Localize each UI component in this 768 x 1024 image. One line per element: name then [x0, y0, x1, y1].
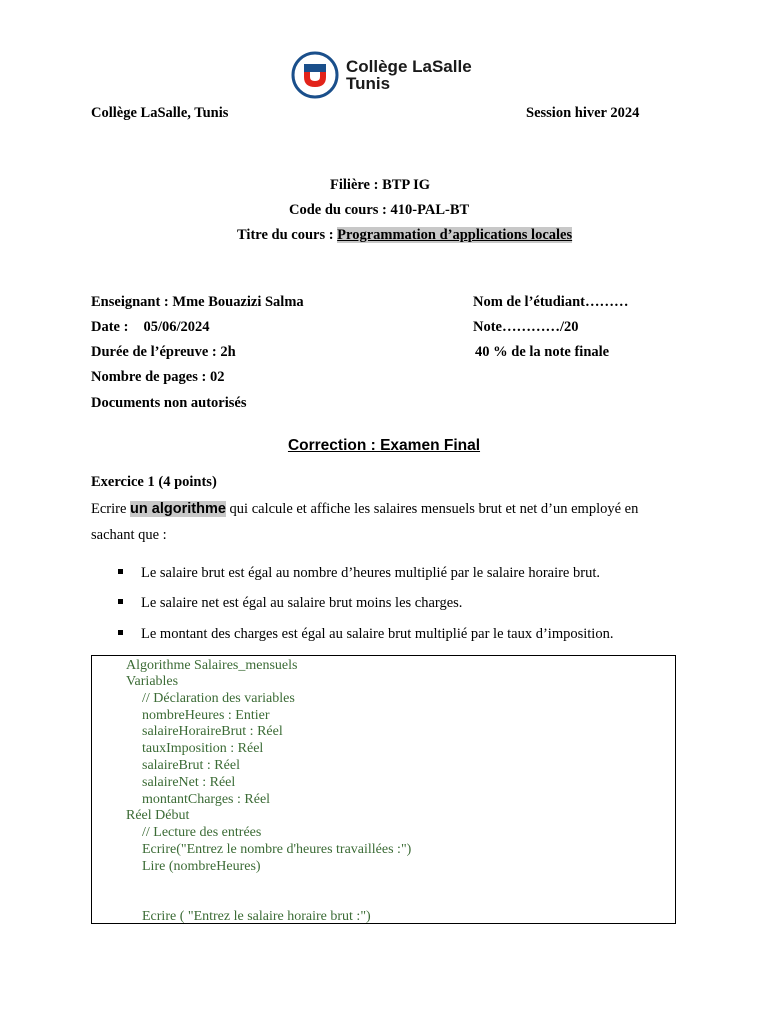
- list-item: [118, 565, 600, 582]
- note: Note…………/20: [473, 319, 579, 335]
- code-line: Algorithme Salaires_mensuels: [126, 658, 298, 673]
- code-line: Réel Début: [126, 808, 190, 823]
- bullet-icon: [118, 599, 123, 604]
- date: [91, 319, 210, 336]
- page-title: Correction : Examen Final: [287, 437, 481, 454]
- filiere: Filière : BTP IG: [330, 177, 431, 193]
- code-line: Variables: [126, 674, 179, 689]
- date-label: Date :: [91, 319, 129, 335]
- intro-before: Ecrire: [91, 501, 131, 517]
- date-value: 05/06/2024: [143, 319, 210, 335]
- code-line: salaireHoraireBrut : Réel: [142, 724, 283, 739]
- exercice-intro: [91, 501, 638, 518]
- pourcentage: 40 % de la note finale: [475, 344, 610, 360]
- code-line: nombreHeures : Entier: [142, 708, 270, 723]
- enseignant: Enseignant : Mme Bouazizi Salma: [91, 294, 304, 310]
- code-line: tauxImposition : Réel: [142, 741, 264, 756]
- code-line: Ecrire ( "Entrez le salaire horaire brut :"): [142, 909, 371, 924]
- algorithm-code-box: [91, 655, 676, 924]
- code-line: Lire (nombreHeures): [142, 859, 261, 874]
- code-line: Ecrire("Entrez le nombre d'heures travaillées :"): [142, 842, 412, 857]
- intro-keyword: un algorithme: [130, 501, 226, 517]
- code-line: // Déclaration des variables: [142, 691, 295, 706]
- logo-text-line1: Collège LaSalle: [346, 57, 472, 76]
- intro-after: qui calcule et affiche les salaires mensuels brut et net d’un employé en: [225, 501, 639, 517]
- bullet-text: Le montant des charges est égal au salaire brut multiplié par le taux d’imposition.: [141, 626, 614, 642]
- logo-text: [346, 58, 472, 92]
- duree: Durée de l’épreuve : 2h: [91, 344, 236, 360]
- code-line: salaireBrut : Réel: [142, 758, 240, 773]
- bullet-icon: [118, 569, 123, 574]
- list-item: [118, 626, 613, 643]
- exercice-intro-line2: sachant que :: [91, 527, 167, 543]
- titre-cours: [237, 227, 572, 244]
- college-logo: [290, 50, 490, 100]
- code-line: salaireNet : Réel: [142, 775, 236, 790]
- school-name: Collège LaSalle, Tunis: [91, 105, 229, 121]
- nombre-pages: Nombre de pages : 02: [91, 369, 225, 385]
- code-line: // Lecture des entrées: [142, 825, 262, 840]
- documents: Documents non autorisés: [91, 395, 247, 411]
- list-item: [118, 595, 462, 612]
- bullet-text: Le salaire brut est égal au nombre d’heures multiplié par le salaire horaire brut.: [141, 565, 600, 581]
- code-cours: Code du cours : 410-PAL-BT: [289, 202, 470, 218]
- code-line: montantCharges : Réel: [142, 792, 271, 807]
- nom-etudiant: Nom de l’étudiant………: [473, 294, 629, 310]
- titre-label: Titre du cours :: [237, 227, 338, 243]
- session: Session hiver 2024: [526, 105, 640, 121]
- exercice-heading: Exercice 1 (4 points): [91, 474, 217, 490]
- bullet-text: Le salaire net est égal au salaire brut moins les charges.: [141, 595, 463, 611]
- logo-text-line2: Tunis: [346, 74, 391, 93]
- bullet-icon: [118, 630, 123, 635]
- titre-value: Programmation d’applications locales: [337, 227, 573, 243]
- lasalle-logo-icon: [290, 50, 340, 100]
